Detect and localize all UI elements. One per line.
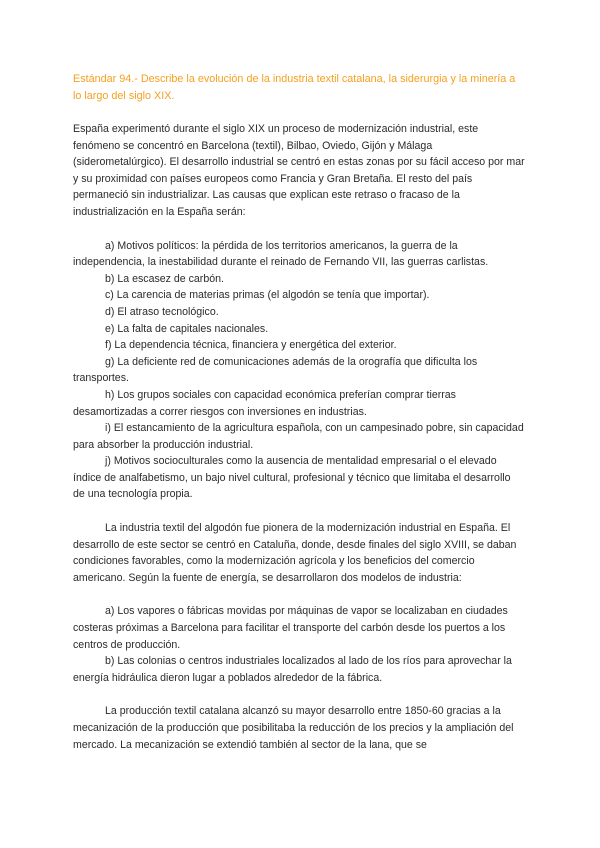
cause-item-c: c) La carencia de materias primas (el algodón se tenía que importar). bbox=[105, 289, 430, 302]
cause-item-i: i) El estancamiento de la agricultura española, con un campesinado pobre, sin capacidad para absorber la producción industrial. bbox=[73, 422, 524, 451]
cause-item-b: b) La escasez de carbón. bbox=[105, 272, 224, 285]
document-content bbox=[73, 71, 525, 753]
cause-item-d: d) El atraso tecnológico. bbox=[105, 305, 219, 318]
model-item-a: a) Los vapores o fábricas movidas por máquinas de vapor se localizaban en ciudades costeras próximas a Barcelona para facilitar el transporte del carbón desde los puertos a los centros de producción. bbox=[73, 605, 508, 651]
cause-item-g: g) La deficiente red de comunicaciones además de la orografía que dificulta los transportes. bbox=[73, 355, 478, 385]
cause-item-j: j) Motivos socioculturales como la ausencia de mentalidad empresarial o el elevado índice de analfabetismo, un bajo nivel cultural, profesional y técnico que limitaba el desarrollo de una tecnología propia. bbox=[73, 455, 511, 501]
model-item-b: b) Las colonias o centros industriales localizados al lado de los ríos para aprovechar la energía hidráulica dieron lugar a poblados alrededor de la fábrica. bbox=[73, 655, 512, 684]
intro-paragraph: España experimentó durante el siglo XIX un proceso de modernización industrial, este fenómeno se concentró en Barcelona (textil), Bilbao, Oviedo, Gijón y Málaga (siderometalúrgico). El desarrollo industrial se centró en estas zonas por su fácil acceso por mar y su proximidad con países europeos como Francia y Gran Bretaña. El resto del país permaneció sin industrializar. Las causas que explican este retraso o fracaso de la industrialización en la España serán: bbox=[73, 123, 525, 218]
production-paragraph: La producción textil catalana alcanzó su mayor desarrollo entre 1850-60 gracias a la mecanización de la producción que posibilitaba la reducción de los precios y la ampliación del mercado. La mecanización se extendió también al sector de la lana, que se bbox=[73, 705, 514, 751]
cause-item-h: h) Los grupos sociales con capacidad económica preferían comprar tierras desamortizadas a correr riesgos con inversiones en industrias. bbox=[73, 388, 456, 418]
cause-item-a: a) Motivos políticos: la pérdida de los territorios americanos, la guerra de la independencia, la inestabilidad durante el reinado de Fernando VII, las guerras carlistas. bbox=[73, 239, 489, 269]
document-title: Estándar 94.- Describe la evolución de la industria textil catalana, la siderurgia y la minería a lo largo del siglo XIX. bbox=[73, 73, 516, 102]
cause-item-e: e) La falta de capitales nacionales. bbox=[105, 322, 269, 335]
cause-item-f: f) La dependencia técnica, financiera y energética del exterior. bbox=[105, 339, 397, 352]
textile-paragraph: La industria textil del algodón fue pionera de la modernización industrial en España. El desarrollo de este sector se centró en Cataluña, donde, desde finales del siglo XVIII, se daban condiciones favorables, como la modernización agrícola y los beneficios del comercio americano. Según la fuente de energía, se desarrollaron dos modelos de industria: bbox=[73, 522, 517, 584]
